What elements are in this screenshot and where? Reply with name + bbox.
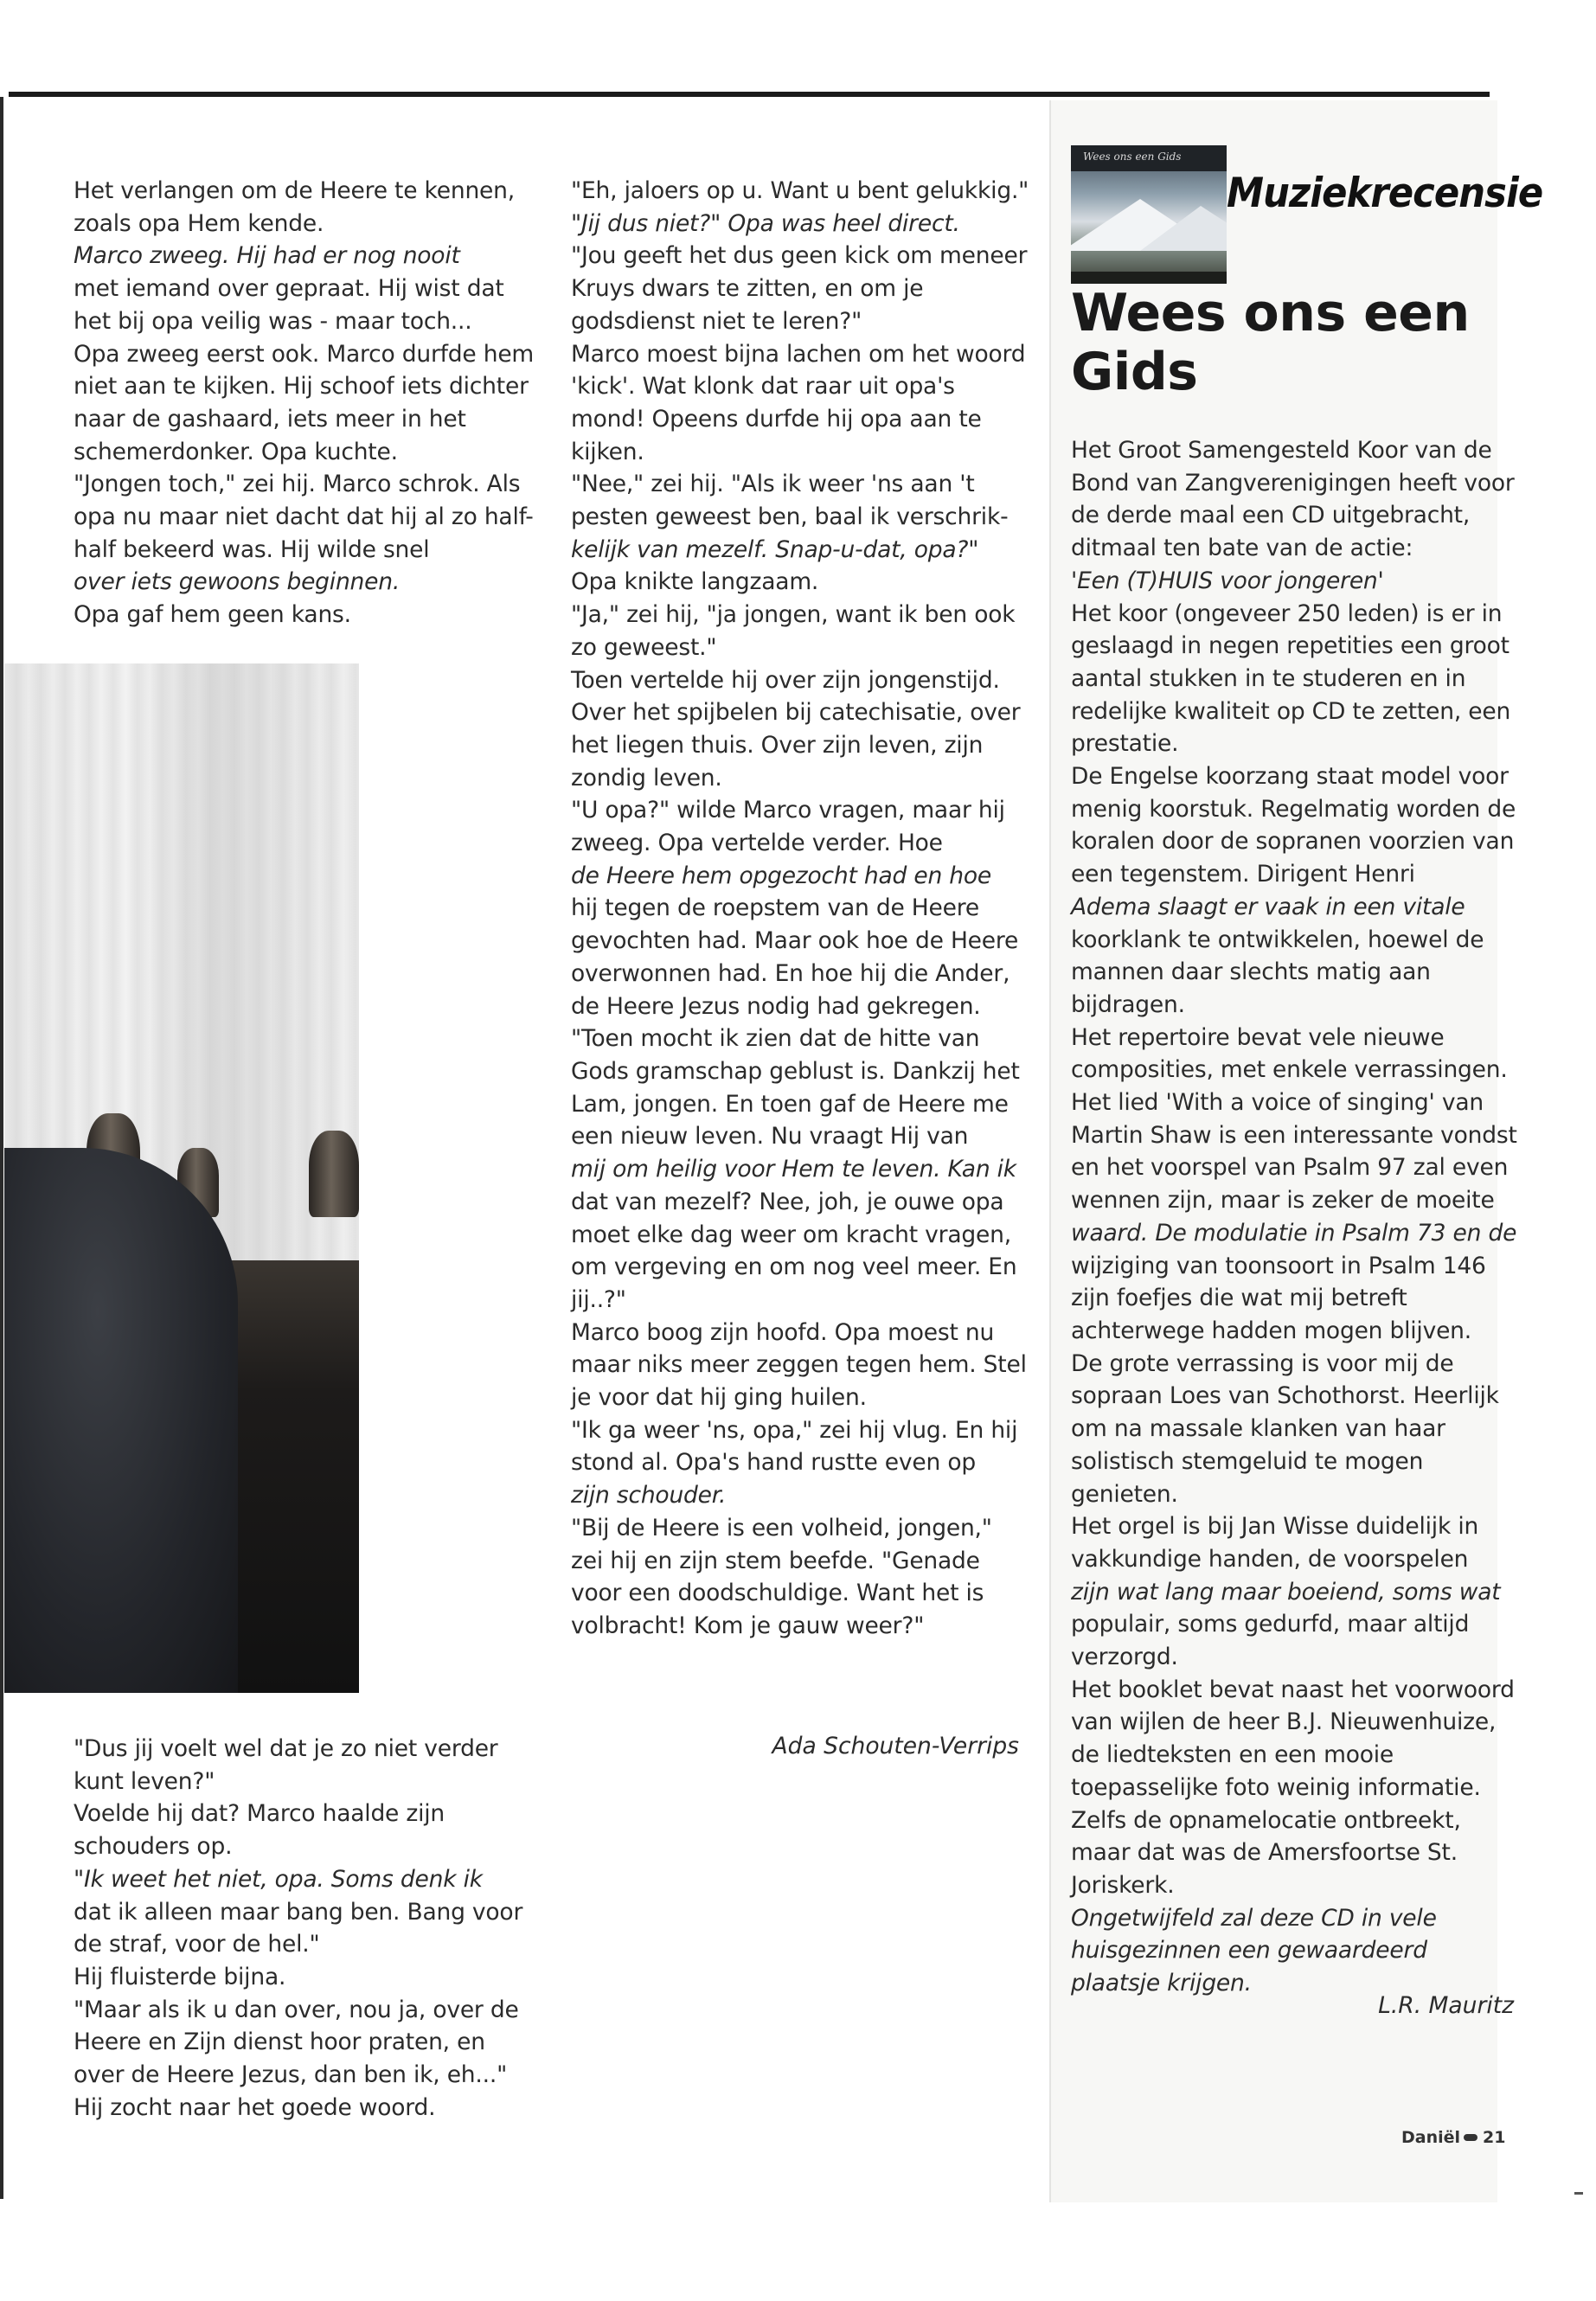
paragraph: Opa knikte langzaam.: [571, 568, 819, 596]
review-headline: Wees ons een Gids: [1071, 283, 1470, 402]
mountain-shape: [1140, 206, 1227, 251]
magazine-name: Daniël: [1401, 2128, 1461, 2147]
paragraph: "Jou geeft het dus geen kick om meneer Kruys dwars te zitten, en om je godsdienst niet te leren?": [571, 242, 1028, 335]
paragraph: Marco zweeg. Hij had er nog nooit: [74, 242, 460, 270]
paragraph: Het orgel is bij Jan Wisse duidelijk in vakkundige handen, de voorspelen: [1071, 1513, 1479, 1573]
paragraph: over iets gewoons beginnen.: [74, 568, 401, 596]
paragraph: zijn wat lang maar boeiend, soms wat: [1071, 1578, 1501, 1606]
paragraph: "Ik ga weer 'ns, opa," zei hij vlug. En hij stond al. Opa's hand rustte even op: [571, 1416, 1018, 1477]
section-kicker: Muziekrecensie: [1227, 170, 1543, 217]
paragraph: "U opa?" wilde Marco vragen, maar hij zweeg. Opa vertelde verder. Hoe: [571, 797, 1005, 857]
paragraph: "Jij dus niet?" Opa was heel direct.: [571, 209, 960, 237]
paragraph: Het booklet bevat naast het voorwoord van wijlen de heer B.J. Nieuwenhuize, de liedteksten en een mooie toepasselijke foto weinig informatie. Zelfs de opnamelocatie ontbreekt, maar dat was de Amersfoortse St. Joriskerk.: [1071, 1676, 1515, 1899]
cd-cover-image: [1071, 145, 1227, 284]
paragraph: de Heere hem opgezocht had en hoe: [571, 862, 992, 889]
paragraph: Marco boog zijn hoofd. Opa moest nu maar niks meer zeggen tegen hem. Stel je voor dat hij ging huilen.: [571, 1318, 1027, 1412]
paragraph: dat ik alleen maar bang ben. Bang voor de straf, voor de hel.": [74, 1898, 523, 1958]
story-column-1-bottom: [74, 1733, 541, 2124]
bullet-icon: [1464, 2134, 1477, 2141]
paragraph: "Dus jij voelt wel dat je zo niet verder kunt leven?": [74, 1735, 498, 1795]
review-author: L.R. Mauritz: [1378, 1992, 1514, 2019]
paragraph: Toen vertelde hij over zijn jongenstijd. Over het spijbelen bij catechisatie, over het liegen thuis. Over zijn leven, zijn zondig leven.: [571, 666, 1021, 792]
canister: [309, 1131, 359, 1217]
paragraph: Opa gaf hem geen kans.: [74, 601, 351, 629]
paragraph: De grote verrassing is voor mij de sopraan Loes van Schothorst. Heerlijk om na massale klanken van haar solistisch stemgeluid te mogen genieten.: [1071, 1349, 1499, 1508]
story-column-2: [571, 175, 1029, 1643]
page-number: 21: [1483, 2128, 1506, 2147]
paragraph: Ongetwijfeld zal deze CD in vele huisgezinnen een gewaardeerd plaatsje krijgen.: [1071, 1904, 1437, 1997]
paragraph: "Jongen toch," zei hij. Marco schrok. Als opa nu maar niet dacht dat hij al zo half-half bekeerd was. Hij wilde snel: [74, 471, 534, 563]
paragraph: Opa zweeg eerst ook. Marco durfde hem niet aan te kijken. Hij schoof iets dichter naar de gashaard, iets meer in het schemerdonker. Opa kuchte.: [74, 340, 535, 465]
page-footer: [1401, 2128, 1505, 2147]
paragraph: Hij zocht naar het goede woord.: [74, 2093, 436, 2121]
paragraph: Hij fluisterde bijna.: [74, 1963, 286, 1990]
paragraph: mij om heilig voor Hem te leven. Kan ik: [571, 1156, 1016, 1183]
paragraph: Het verlangen om de Heere te kennen, zoals opa Hem kende.: [74, 177, 515, 237]
grandfather-figure: [4, 1148, 238, 1693]
paragraph: populair, soms gedurfd, maar altijd verzorgd.: [1071, 1611, 1470, 1671]
paragraph: Het koor (ongeveer 250 leden) is er in geslaagd in negen repetities een groot aantal stukken in te studeren en in redelijke kwaliteit op CD te zetten, een prestatie.: [1071, 599, 1511, 758]
page-edge: [0, 97, 3, 2199]
review-body: [1071, 434, 1522, 2000]
paragraph: zijn schouder.: [571, 1482, 727, 1509]
paragraph: kelijk van mezelf. Snap-u-dat, opa?": [571, 535, 979, 563]
paragraph: waard. De modulatie in Psalm 73 en de: [1071, 1219, 1517, 1247]
paragraph: Marco moest bijna lachen om het woord 'kick'. Wat klonk dat raar uit opa's mond! Opeens durfde hij opa aan te kijken.: [571, 340, 1026, 465]
cd-title-band: [1071, 145, 1227, 171]
paragraph: Het repertoire bevat vele nieuwe composities, met enkele verrassingen. Het lied 'With a voice of singing' van Martin Shaw is een interessante vondst en het voorspel van Psalm 97 zal even wennen zijn, maar is zeker de moeite: [1071, 1023, 1517, 1215]
paragraph: Adema slaagt er vaak in een vitale: [1071, 893, 1465, 920]
paragraph: "Maar als ik u dan over, nou ja, over de Heere en Zijn dienst hoor praten, en over de Heere Jezus, dan ben ik, eh...": [74, 1996, 519, 2089]
paragraph: "Ik weet het niet, opa. Soms denk ik: [74, 1865, 483, 1893]
paragraph: Het Groot Samengesteld Koor van de Bond van Zangverenigingen heeft voor de derde maal een CD uitgebracht, ditmaal ten bate van de actie:: [1071, 437, 1515, 562]
paragraph: De Engelse koorzang staat model voor menig koorstuk. Regelmatig worden de koralen door de sopranen voorzien van een tegenstem. Dirigent Henri: [1071, 763, 1516, 888]
paragraph: met iemand over gepraat. Hij wist dat het bij opa veilig was - maar toch...: [74, 275, 504, 335]
paragraph: koorklank te ontwikkelen, hoewel de mannen daar slechts matig aan bijdragen.: [1071, 926, 1484, 1018]
crop-mark: [1574, 2192, 1583, 2195]
paragraph: "Bij de Heere is een volheid, jongen," zei hij en zijn stem beefde. "Genade voor een doodschuldige. Want het is volbracht! Kom je gauw weer?": [571, 1514, 992, 1639]
story-photo: [4, 663, 359, 1693]
paragraph: "Ja," zei hij, "ja jongen, want ik ben ook zo geweest.": [571, 601, 1016, 661]
paragraph: Voelde hij dat? Marco haalde zijn schouders op.: [74, 1800, 445, 1861]
paragraph: hij tegen de roepstem van de Heere gevochten had. Maar ook hoe de Heere overwonnen had. En hoe hij die Ander, de Heere Jezus nodig had gekregen.: [571, 894, 1019, 1020]
cd-footer-band: [1071, 272, 1227, 284]
paragraph: dat van mezelf? Nee, joh, je ouwe opa moet elke dag weer om kracht vragen, om vergeving en om nog veel meer. En jij..?": [571, 1188, 1017, 1313]
story-column-1-top: [74, 175, 541, 631]
paragraph: "Nee," zei hij. "Als ik weer 'ns aan 't pesten geweest ben, baal ik verschrik-: [571, 471, 1009, 531]
paragraph: wijziging van toonsoort in Psalm 146 zijn foefjes die wat mij betreft achterwege hadden mogen blijven.: [1071, 1252, 1486, 1344]
paragraph: 'Een (T)HUIS voor jongeren': [1071, 567, 1384, 594]
top-rule: [9, 92, 1490, 97]
paragraph: "Eh, jaloers op u. Want u bent gelukkig.": [571, 177, 1029, 204]
paragraph: "Toen mocht ik zien dat de hitte van Gods gramschap geblust is. Dankzij het Lam, jongen. En toen gaf de Heere me een nieuw leven. Nu vraagt Hij van: [571, 1025, 1020, 1150]
story-author: Ada Schouten-Verrips: [772, 1733, 1019, 1759]
cd-title-text: Wees ons een Gids: [1083, 151, 1182, 163]
